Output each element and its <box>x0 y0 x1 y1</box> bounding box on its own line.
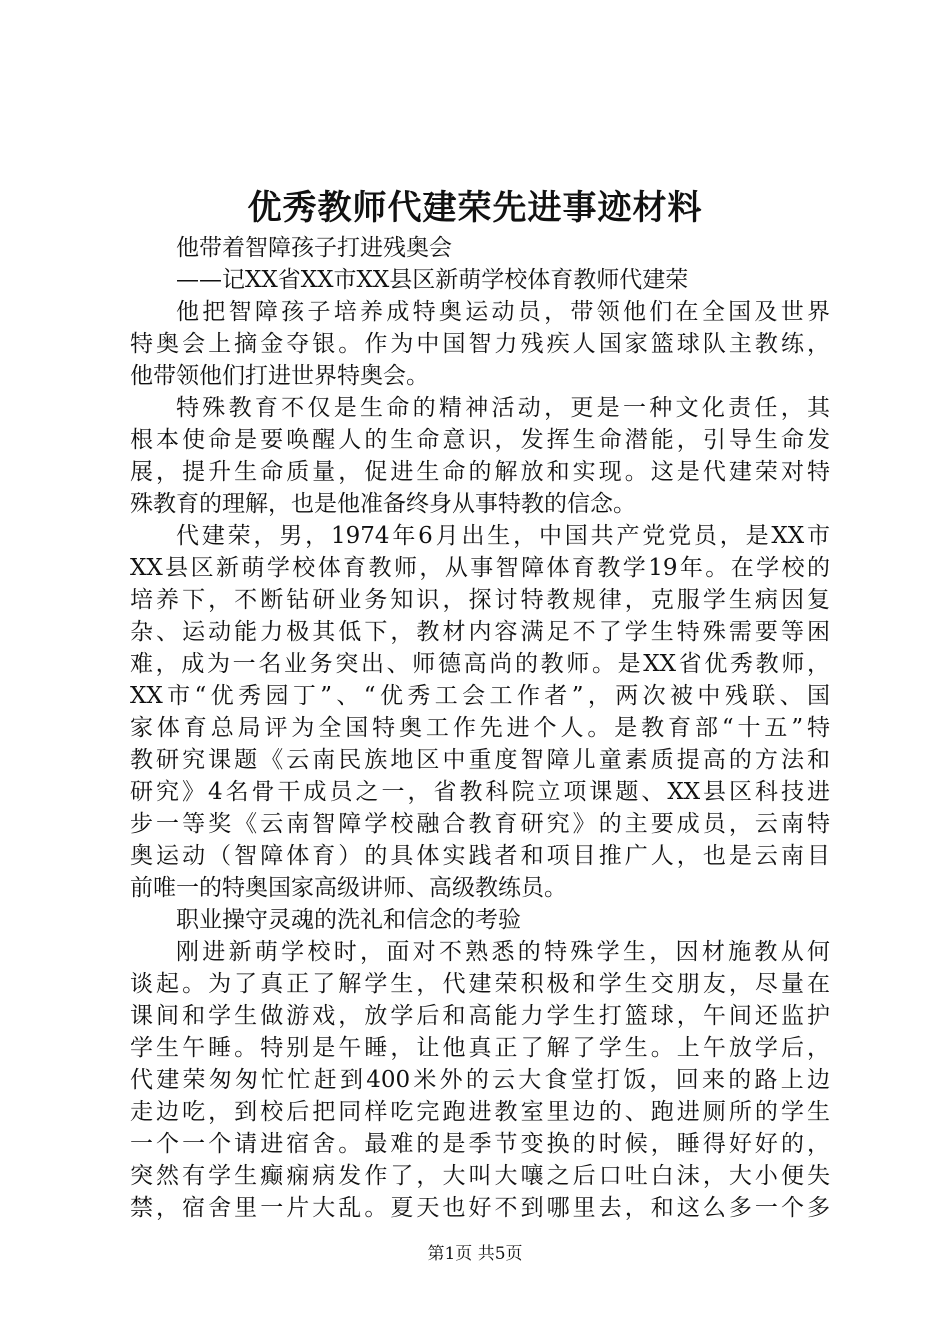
text-line: 培养下，不断钻研业务知识，探讨特教规律，克服学生病因复 <box>130 587 830 613</box>
page-footer: 第1页 共5页 <box>427 1244 523 1264</box>
text-line: 谈起。为了真正了解学生，代建荣积极和学生交朋友，尽量在 <box>130 971 830 997</box>
text-line: XX市“优秀园丁”、“优秀工会工作者”，两次被中残联、国 <box>130 683 830 709</box>
text-line: 教研究课题《云南民族地区中重度智障儿童素质提高的方法和 <box>130 747 830 773</box>
text-line: 他把智障孩子培养成特奥运动员，带领他们在全国及世界 <box>176 299 830 325</box>
text-line: 走边吃，到校后把同样吃完跑进教室里边的、跑进厕所的学生 <box>130 1099 830 1125</box>
text-line: 杂、运动能力极其低下，教材内容满足不了学生特殊需要等困 <box>130 619 830 645</box>
text-line: 代建荣，男，1974年6月出生，中国共产党党员，是XX市 <box>176 523 830 549</box>
text-line: 难，成为一名业务突出、师德高尚的教师。是XX省优秀教师， <box>130 651 830 677</box>
text-line: 职业操守灵魂的洗礼和信念的考验 <box>176 907 521 933</box>
text-line: 特奥会上摘金夺银。作为中国智力残疾人国家篮球队主教练， <box>130 331 830 357</box>
text-line: 特殊教育不仅是生命的精神活动，更是一种文化责任，其 <box>176 395 830 421</box>
text-line: 他带着智障孩子打进残奥会 <box>176 235 452 261</box>
text-line: 根本使命是要唤醒人的生命意识，发挥生命潜能，引导生命发 <box>130 427 830 453</box>
text-line: 殊教育的理解，也是他准备终身从事特教的信念。 <box>130 491 636 517</box>
text-line: 奥运动（智障体育）的具体实践者和项目推广人，也是云南目 <box>130 843 830 869</box>
text-line: 家体育总局评为全国特奥工作先进个人。是教育部“十五”特 <box>130 715 830 741</box>
text-line: 课间和学生做游戏，放学后和高能力学生打篮球，午间还监护 <box>130 1003 830 1029</box>
document-body <box>130 232 830 1224</box>
text-line: 代建荣匆匆忙忙赶到400米外的云大食堂打饭，回来的路上边 <box>130 1067 830 1093</box>
text-line: 他带领他们打进世界特奥会。 <box>130 363 429 389</box>
text-line: ——记XX省XX市XX县区新萌学校体育教师代建荣 <box>176 267 689 293</box>
text-line: 禁，宿舍里一片大乱。夏天也好不到哪里去，和这么多一个多 <box>130 1195 830 1221</box>
text-line: 突然有学生癫痫病发作了，大叫大嚷之后口吐白沫，大小便失 <box>130 1163 830 1189</box>
text-line: 步一等奖《云南智障学校融合教育研究》的主要成员，云南特 <box>130 811 830 837</box>
text-line: 刚进新萌学校时，面对不熟悉的特殊学生，因材施教从何 <box>176 939 830 965</box>
text-line: XX县区新萌学校体育教师，从事智障体育教学19年。在学校的 <box>130 555 830 581</box>
text-line: 学生午睡。特别是午睡，让他真正了解了学生。上午放学后， <box>130 1035 830 1061</box>
document-title: 优秀教师代建荣先进事迹材料 <box>247 188 703 228</box>
text-line: 前唯一的特奥国家高级讲师、高级教练员。 <box>130 875 567 901</box>
text-line: 研究》4名骨干成员之一，省教科院立项课题、XX县区科技进 <box>130 779 830 805</box>
text-line: 展，提升生命质量，促进生命的解放和实现。这是代建荣对特 <box>130 459 830 485</box>
text-line: 一个一个请进宿舍。最难的是季节变换的时候，睡得好好的， <box>130 1131 830 1157</box>
